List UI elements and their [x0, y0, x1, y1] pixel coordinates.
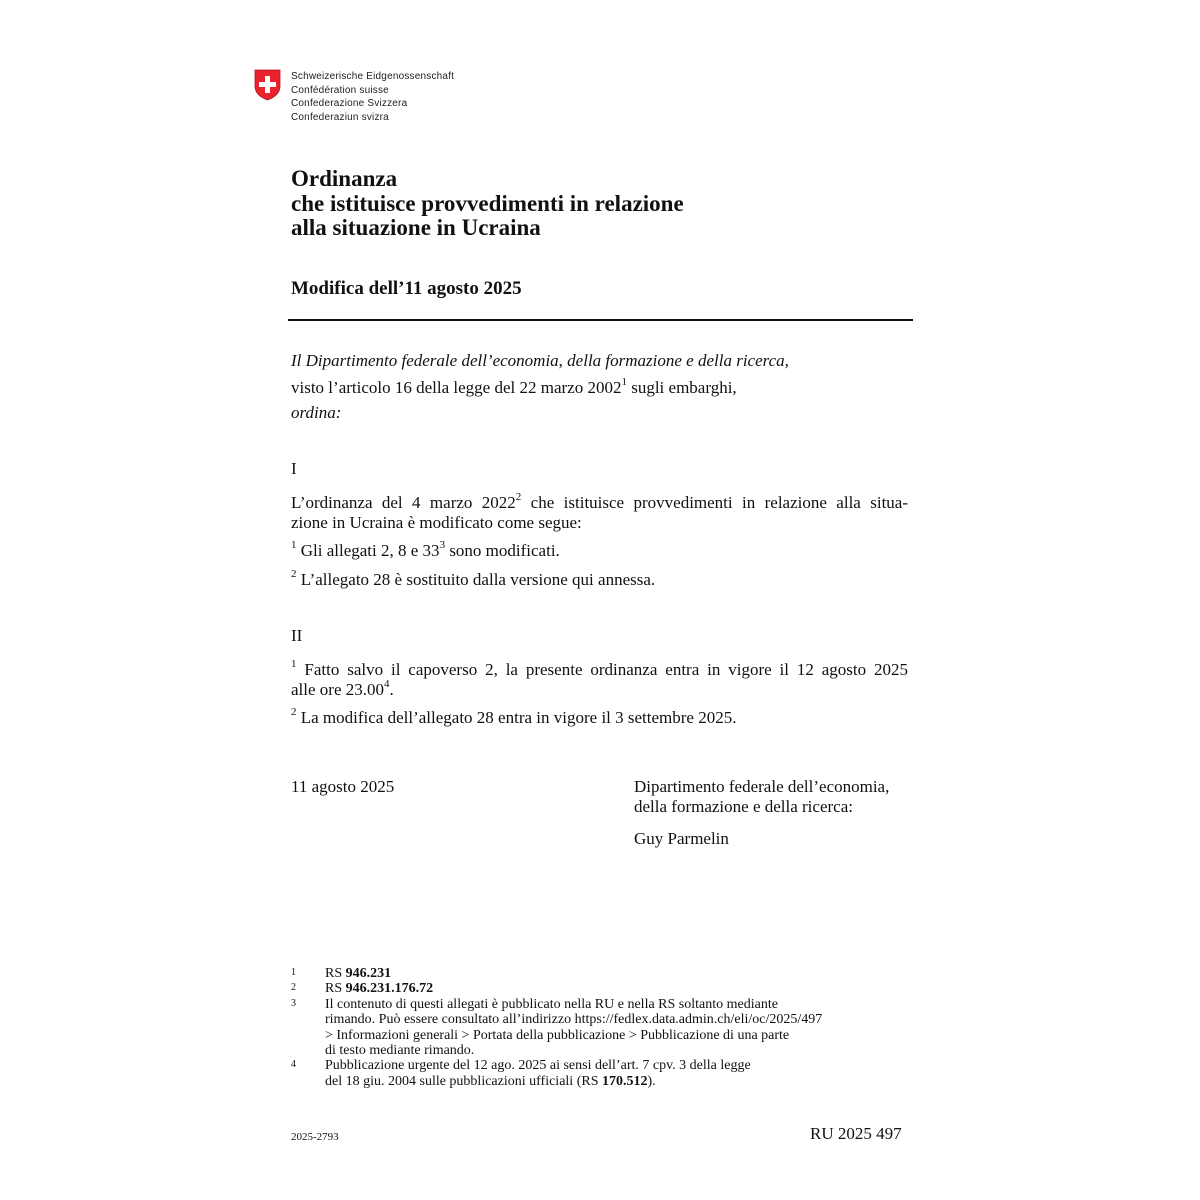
footnote-ref-number: 946.231: [345, 966, 392, 981]
amendment-date-heading: Modifica dell’11 agosto 2025: [291, 278, 522, 299]
signature-date: 11 agosto 2025: [291, 777, 395, 796]
section-I-paragraph-2: [291, 570, 655, 590]
title-line: che istituisce provvedimenti in relazione: [291, 190, 684, 216]
footnote-ref: 2: [515, 491, 522, 503]
authority-line-rm: Confederaziun svizra: [291, 111, 389, 123]
footnote-ref: 1: [621, 376, 627, 388]
signature-department-line: della formazione e della ricerca:: [634, 797, 853, 816]
intro-text: L’ordinanza del 4 marzo 2022: [291, 493, 516, 512]
section-II-paragraph-1: [291, 660, 908, 700]
signatory-name: Guy Parmelin: [634, 829, 729, 848]
preamble-authority: Il Dipartimento federale dell’economia, della formazione e della ricerca,: [291, 351, 789, 370]
footnote: [291, 1058, 910, 1089]
footnotes: [291, 966, 910, 1089]
footnote-text: di testo mediante rimando.: [325, 1043, 475, 1059]
intro-text: che istituisce provvedimenti in relazione alla situa-: [521, 493, 908, 512]
swiss-cross-crest-icon: [254, 69, 281, 101]
footnote-text: ).: [647, 1073, 656, 1089]
document-title: [291, 167, 684, 241]
title-line: Ordinanza: [291, 166, 398, 191]
footnote-number: 3: [291, 997, 296, 1009]
section-heading-I: I: [291, 459, 297, 478]
paragraph-text: Gli allegati 2, 8 e 33: [296, 541, 440, 560]
title-line: alla situazione in Ucraina: [291, 215, 541, 240]
paragraph-text: La modifica dell’allegato 28 entra in vigore il 3 settembre 2025.: [296, 708, 737, 727]
official-compilation-ref: RU 2025 497: [810, 1124, 902, 1143]
footnote-ref-number: 170.512: [601, 1073, 648, 1089]
footnote-number: 4: [291, 1059, 296, 1071]
footnote-text: RS: [325, 966, 346, 981]
intro-text: zione in Ucraina è modificato come segue:: [291, 513, 582, 532]
paragraph-number: 1: [291, 658, 297, 670]
paragraph-text: alle ore 23.00: [291, 680, 384, 699]
legal-basis-text: visto l’articolo 16 della legge del 22 marzo 2002: [291, 378, 622, 397]
document-number: 2025-2793: [291, 1131, 339, 1143]
footnote-number: 1: [291, 967, 296, 978]
footnote-text: Pubblicazione urgente del 12 ago. 2025 ai sensi dell’art. 7 cpv. 3 della legge: [325, 1058, 751, 1074]
footnote-number: 2: [291, 982, 296, 994]
footnote: [291, 981, 910, 996]
paragraph-text: L’allegato 28 è sostituito dalla versione qui annessa.: [296, 570, 656, 589]
footnote-ref-number: 946.231.176.72: [345, 981, 434, 997]
footnote-ref: 3: [439, 539, 446, 551]
signature-department-line: Dipartimento federale dell’economia,: [634, 777, 890, 796]
section-II-paragraph-2: [291, 708, 736, 728]
footnote: [291, 997, 910, 1059]
section-I-paragraph-1: [291, 541, 560, 561]
authority-line-fr: Confédération suisse: [291, 84, 389, 96]
footnote-text: > Informazioni generali > Portata della pubblicazione > Pubblicazione di una parte: [325, 1027, 790, 1043]
section-heading-II: II: [291, 626, 303, 645]
paragraph-number: 2: [291, 706, 297, 718]
authority-line-de: Schweizerische Eidgenossenschaft: [291, 71, 455, 82]
authority-name: [291, 70, 454, 124]
preamble-decree: ordina:: [291, 403, 342, 422]
paragraph-text: sono modificati.: [445, 541, 560, 560]
paragraph-text: Fatto salvo il capoverso 2, la presente ordinanza entra in vigore il 12 agosto 2025: [296, 660, 908, 679]
footnote-text: RS: [325, 981, 346, 997]
section-I-intro: [291, 493, 908, 533]
footnote-text: del 18 giu. 2004 sulle pubblicazioni ufficiali (RS: [325, 1073, 602, 1089]
title-divider: [288, 319, 913, 321]
footnote-text: Il contenuto di questi allegati è pubblicato nella RU e nella RS soltanto mediante: [325, 996, 778, 1012]
preamble-legal-basis: [291, 378, 737, 398]
paragraph-number: 1: [291, 539, 297, 551]
legal-basis-text: sugli embarghi,: [626, 378, 737, 397]
paragraph-text: .: [389, 680, 394, 699]
footnote-ref: 4: [384, 678, 390, 690]
paragraph-number: 2: [291, 568, 297, 580]
authority-line-it: Confederazione Svizzera: [291, 98, 408, 109]
footnote-text: rimando. Può essere consultato all’indirizzo https://fedlex.data.admin.ch/eli/oc/2025/497: [325, 1012, 823, 1028]
footnote: [291, 966, 910, 981]
